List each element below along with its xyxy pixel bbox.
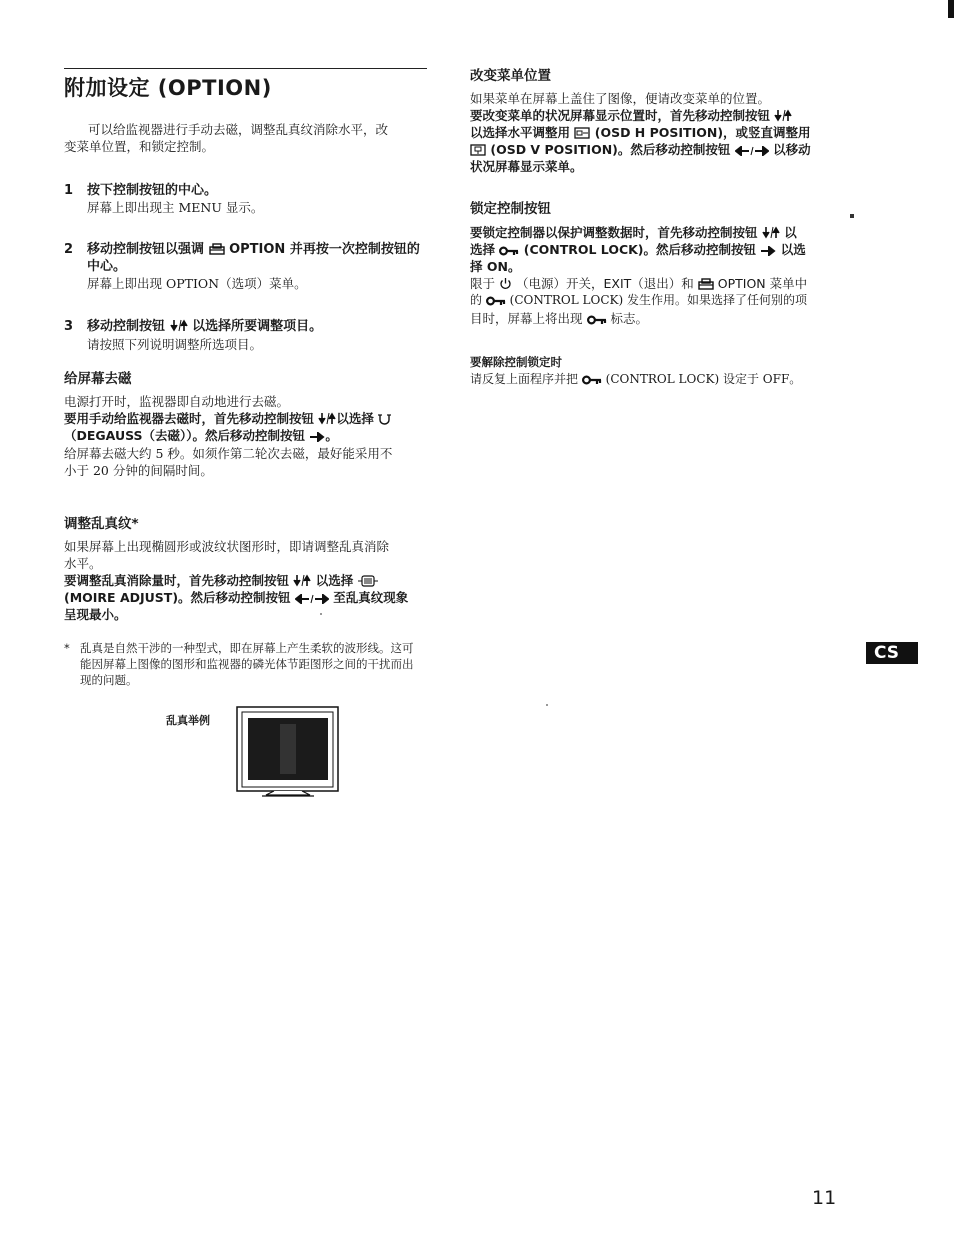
moire-icon bbox=[358, 575, 378, 587]
step-3-number: 3 bbox=[64, 319, 74, 334]
lock-line-4 bbox=[470, 275, 840, 292]
key-icon bbox=[499, 246, 519, 256]
lock-line-5 bbox=[470, 292, 840, 309]
footnote-line-1: 乱真是自然干涉的一种型式，即在屏幕上产生柔软的波形线。这可 bbox=[80, 641, 414, 655]
lock-line-5a: 的 bbox=[470, 293, 483, 307]
down-up-arrows-icon bbox=[293, 574, 311, 587]
lock-line-2a: 选择 bbox=[470, 242, 496, 257]
title-rule bbox=[64, 68, 427, 69]
moire-line-3 bbox=[64, 572, 434, 589]
step-3-result: 请按照下列说明调整所选项目。 bbox=[87, 337, 263, 352]
moire-line-3a: 要调整乱真消除量时，首先移动控制按钮 bbox=[64, 573, 290, 588]
option-menu-icon bbox=[209, 243, 225, 255]
degauss-line-4: 给屏幕去磁大约 5 秒。如须作第二轮次去磁，最好能采用不 bbox=[64, 446, 393, 461]
right-arrow-icon bbox=[760, 246, 776, 256]
step-1-instruction: 按下控制按钮的中心。 bbox=[87, 183, 218, 198]
down-up-arrows-icon bbox=[762, 226, 780, 239]
step-3-instruction bbox=[87, 318, 427, 335]
page-number: 11 bbox=[812, 1187, 837, 1209]
lock-line-5b: (CONTROL LOCK) 发生作用。如果选择了任何别的项 bbox=[509, 293, 807, 307]
step-2-bold-a: 移动控制按钮以强调 bbox=[87, 242, 205, 257]
lock-line-2b: (CONTROL LOCK)。然后移动控制按钮 bbox=[523, 242, 757, 257]
moire-heading: 调整乱真纹* bbox=[64, 516, 139, 532]
step-2-instruction bbox=[87, 241, 427, 258]
step-3-bold-b: 以选择所要调整项目。 bbox=[192, 319, 323, 334]
lock-line-2c: 以选 bbox=[780, 242, 806, 257]
unlock-line-1a: 请反复上面程序并把 bbox=[470, 372, 579, 386]
degauss-heading: 给屏幕去磁 bbox=[64, 371, 132, 387]
moire-line-5: 呈现最小。 bbox=[64, 607, 127, 622]
lock-line-1b: 以 bbox=[784, 225, 797, 240]
moire-line-1: 如果屏幕上出现椭圆形或波纹状图形时，即请调整乱真消除 bbox=[64, 539, 390, 554]
lock-line-1a: 要锁定控制器以保护调整数据时，首先移动控制按钮 bbox=[470, 225, 758, 240]
step-2-number: 2 bbox=[64, 242, 74, 257]
degauss-line-3a: （DEGAUSS（去磁））。然后移动控制按钮 bbox=[64, 428, 306, 443]
step-2-result: 屏幕上即出现 OPTION（选项）菜单。 bbox=[87, 276, 307, 291]
lock-line-6 bbox=[470, 310, 648, 327]
step-2-bold-b: OPTION 并再按一次控制按钮的 bbox=[229, 242, 420, 257]
right-arrow-icon bbox=[309, 432, 325, 442]
key-icon bbox=[486, 296, 506, 306]
degauss-icon bbox=[378, 413, 391, 425]
lock-line-6a: 目时，屏幕上将出现 bbox=[470, 311, 583, 326]
down-up-arrows-icon bbox=[774, 109, 792, 122]
moire-line-4b: 至乱真纹现象 bbox=[333, 590, 409, 605]
menu-position-line-3 bbox=[470, 124, 840, 141]
scan-speck bbox=[850, 214, 854, 218]
osd-v-position-icon bbox=[470, 144, 486, 156]
menu-position-line-3b: (OSD H POSITION)，或竖直调整用 bbox=[594, 125, 811, 140]
key-icon bbox=[587, 315, 607, 325]
footnote-line-2: 能因屏幕上图像的图形和监视器的磷光体节距图形之间的干扰而出 bbox=[80, 657, 414, 671]
unlock-line-1b: (CONTROL LOCK) 设定于 OFF。 bbox=[605, 372, 802, 386]
menu-position-line-3a: 以选择水平调整用 bbox=[470, 125, 571, 140]
degauss-line-5: 小于 20 分钟的间隔时间。 bbox=[64, 463, 213, 478]
step-2-bold-c: 中心。 bbox=[87, 259, 127, 274]
page-title: 附加设定 (OPTION) bbox=[64, 76, 272, 100]
degauss-line-3 bbox=[64, 427, 338, 444]
moire-line-3b: 以选择 bbox=[315, 573, 354, 588]
lock-line-4c: OPTION 菜单中 bbox=[717, 276, 808, 291]
moire-line-4a: (MOIRE ADJUST)。然后移动控制按钮 bbox=[64, 590, 291, 605]
menu-position-line-5: 状况屏幕显示菜单。 bbox=[470, 159, 583, 174]
moire-footnote bbox=[64, 640, 428, 690]
intro-line-2: 变菜单位置，和锁定控制。 bbox=[64, 139, 215, 154]
lock-heading: 锁定控制按钮 bbox=[470, 201, 551, 217]
lock-line-4a: 限于 bbox=[470, 276, 496, 291]
footnote-line-3: 现的问题。 bbox=[80, 673, 138, 687]
degauss-line-1: 电源打开时，监视器即自动地进行去磁。 bbox=[64, 394, 290, 409]
menu-position-line-2a: 要改变菜单的状况屏幕显示位置时，首先移动控制按钮 bbox=[470, 108, 771, 123]
moire-example-label: 乱真举例 bbox=[166, 714, 210, 727]
degauss-line-2a: 要用手动给监视器去磁时，首先移动控制按钮 bbox=[64, 411, 315, 426]
lock-line-2 bbox=[470, 241, 840, 258]
degauss-line-2b: 以选择 bbox=[336, 411, 374, 426]
page-edge-mark bbox=[948, 0, 954, 18]
menu-position-line-2 bbox=[470, 107, 840, 124]
scan-speck bbox=[320, 613, 322, 615]
intro-line-1: 可以给监视器进行手动去磁，调整乱真纹消除水平，改 bbox=[88, 122, 389, 137]
step-1-number: 1 bbox=[64, 183, 74, 198]
degauss-line-2 bbox=[64, 410, 434, 427]
scan-speck bbox=[546, 704, 548, 706]
menu-position-line-4 bbox=[470, 141, 840, 158]
power-icon bbox=[499, 277, 512, 290]
menu-position-line-1: 如果菜单在屏幕上盖住了图像，便请改变菜单的位置。 bbox=[470, 91, 771, 106]
step-3-bold-a: 移动控制按钮 bbox=[87, 319, 166, 334]
down-up-arrows-icon bbox=[170, 319, 188, 332]
left-right-arrows-icon bbox=[295, 594, 329, 604]
degauss-line-3b: 。 bbox=[325, 428, 338, 443]
lock-line-6b: 标志。 bbox=[610, 311, 648, 326]
lock-line-3: 择 ON。 bbox=[470, 259, 521, 274]
left-right-arrows-icon bbox=[735, 146, 769, 156]
language-badge: CS bbox=[866, 642, 918, 664]
option-menu-icon bbox=[698, 278, 714, 290]
moire-line-2: 水平。 bbox=[64, 556, 102, 571]
footnote-marker: * bbox=[64, 641, 70, 655]
step-1-result: 屏幕上即出现主 MENU 显示。 bbox=[87, 200, 264, 215]
moire-line-4 bbox=[64, 589, 434, 606]
osd-h-position-icon bbox=[574, 127, 590, 139]
lock-line-1 bbox=[470, 224, 840, 241]
lock-line-4b: （电源）开关，EXIT（退出）和 bbox=[515, 276, 694, 291]
menu-position-line-4b: 以移动 bbox=[773, 142, 811, 157]
monitor-moire-illustration bbox=[236, 706, 339, 798]
menu-position-heading: 改变菜单位置 bbox=[470, 68, 551, 84]
down-up-arrows-icon bbox=[318, 412, 336, 425]
unlock-line-1 bbox=[470, 371, 801, 388]
menu-position-line-4a: (OSD V POSITION)。然后移动控制按钮 bbox=[490, 142, 731, 157]
key-icon bbox=[582, 375, 602, 385]
unlock-heading: 要解除控制锁定时 bbox=[470, 355, 562, 369]
